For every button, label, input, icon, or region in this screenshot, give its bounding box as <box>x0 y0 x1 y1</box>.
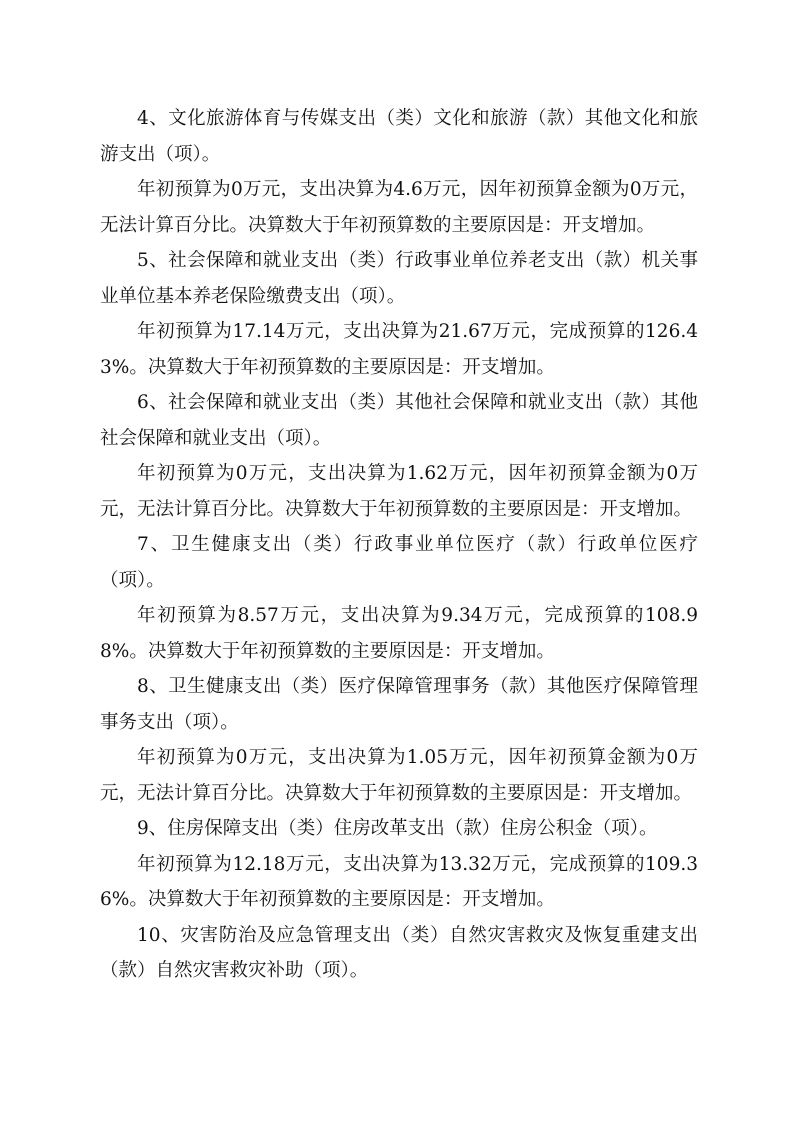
item-7-heading: 7、卫生健康支出（类）行政事业单位医疗（款）行政单位医疗（项）。 <box>100 534 698 591</box>
item-9-heading: 9、住房保障支出（类）住房改革支出（款）住房公积金（项）。 <box>137 818 658 839</box>
item-5-detail: 年初预算为17.14万元，支出决算为21.67万元，完成预算的126.43%。决算数大于年初预算数的主要原因是：开支增加。 <box>100 321 698 378</box>
item-8-heading: 8、卫生健康支出（类）医疗保障管理事务（款）其他医疗保障管理事务支出（项）。 <box>100 676 698 733</box>
item-4-detail: 年初预算为0万元，支出决算为4.6万元，因年初预算金额为0万元，无法计算百分比。决算数大于年初预算数的主要原因是：开支增加。 <box>100 179 698 236</box>
item-8-detail: 年初预算为0万元，支出决算为1.05万元，因年初预算金额为0万元，无法计算百分比。决算数大于年初预算数的主要原因是：开支增加。 <box>100 747 698 804</box>
item-9-detail: 年初预算为12.18万元，支出决算为13.32万元，完成预算的109.36%。决算数大于年初预算数的主要原因是：开支增加。 <box>100 853 698 910</box>
item-10-heading: 10、灾害防治及应急管理支出（类）自然灾害救灾及恢复重建支出（款）自然灾害救灾补助（项）。 <box>100 924 698 981</box>
item-6-heading: 6、社会保障和就业支出（类）其他社会保障和就业支出（款）其他社会保障和就业支出（项）。 <box>100 392 698 449</box>
document-body <box>100 101 698 989</box>
item-7-detail: 年初预算为8.57万元，支出决算为9.34万元，完成预算的108.98%。决算数大于年初预算数的主要原因是：开支增加。 <box>100 605 698 662</box>
item-4-heading: 4、文化旅游体育与传媒支出（类）文化和旅游（款）其他文化和旅游支出（项）。 <box>100 108 698 165</box>
item-5-heading: 5、社会保障和就业支出（类）行政事业单位养老支出（款）机关事业单位基本养老保险缴费支出（项）。 <box>100 250 698 307</box>
item-6-detail: 年初预算为0万元，支出决算为1.62万元，因年初预算金额为0万元，无法计算百分比。决算数大于年初预算数的主要原因是：开支增加。 <box>100 463 698 520</box>
